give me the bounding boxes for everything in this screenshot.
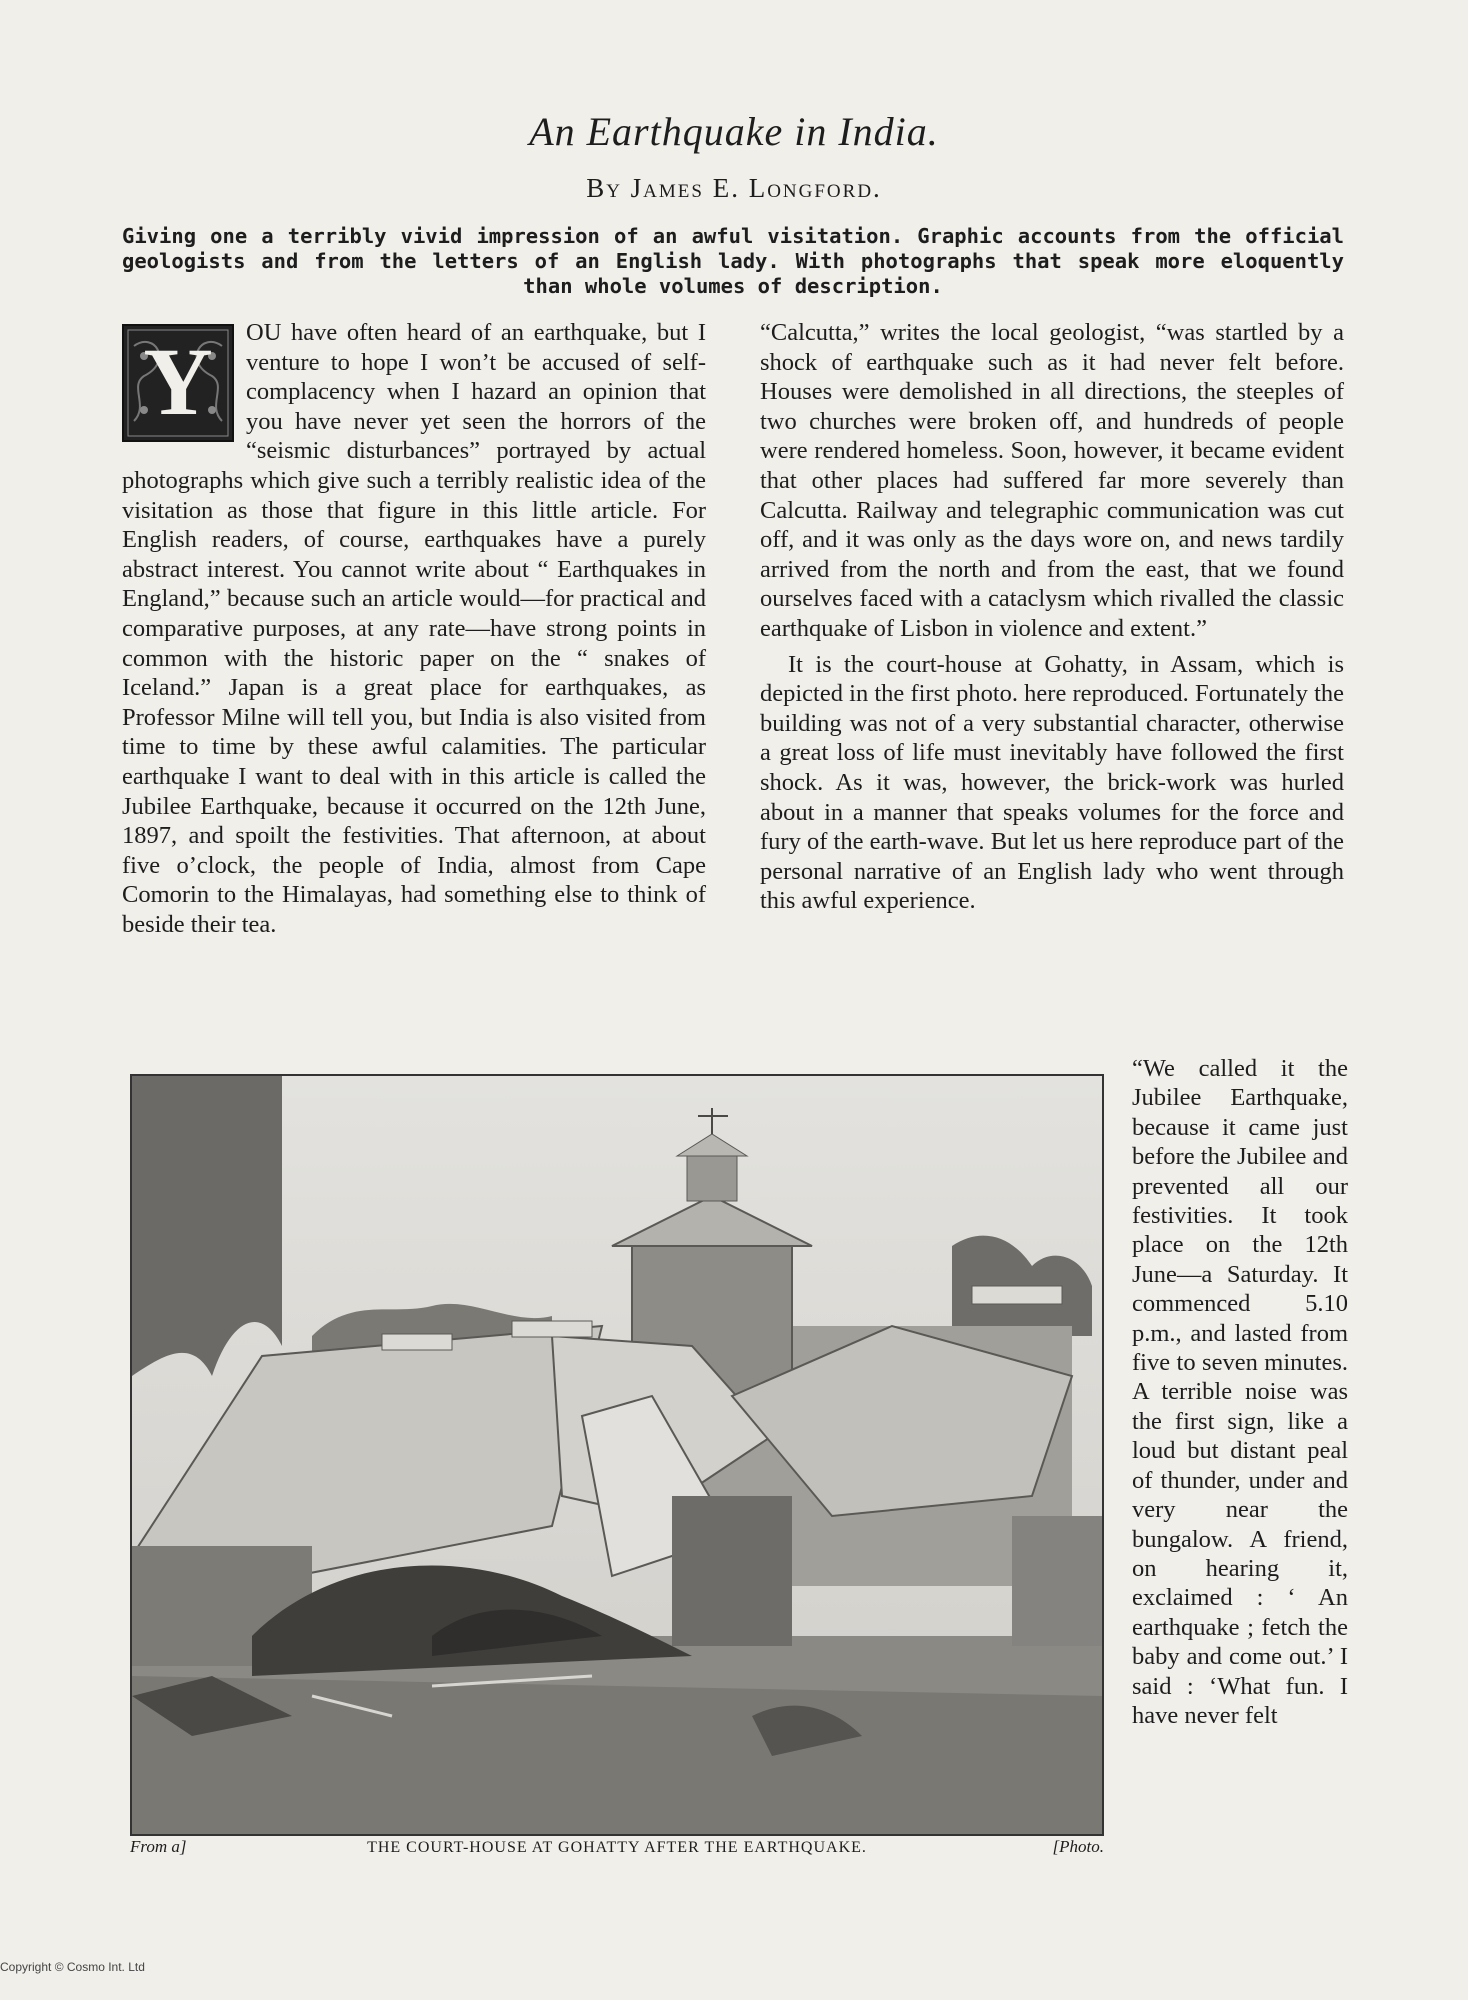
left-column <box>122 318 706 939</box>
caption-source-right: [Photo. <box>1052 1837 1104 1856</box>
right-column <box>760 318 1344 916</box>
caption-source-left: From a] <box>130 1837 187 1856</box>
body-paragraph: “Calcutta,” writes the local geologist, “was startled by a shock of earthquake such as it had never felt before. Houses were demolished in all directions, the steeples of two churches were broken off, and hundreds of people were rendered homeless. Soon, however, it became evident that other places had suffered far more severely than Calcutta. Railway and telegraphic communication was cut off, and it was only as the days wore on, and news tardily arrived from the north and from the east, that we found ourselves faced with a cataclysm which rivalled the classic earthquake of Lisbon in violence and extent.” <box>760 319 1344 642</box>
article-standfirst: Giving one a terribly vivid impression of an awful visitation. Graphic accounts from the official geologists and from the letters of an English lady. With photographs that speak more eloquently than whole volumes of description. <box>122 224 1344 298</box>
narrow-column <box>1132 1054 1348 1730</box>
body-paragraph: It is the court-house at Gohatty, in Assam, which is depicted in the first photo. here reproduced. Fortunately the building was not of a very substantial character, otherwise a great loss of life must inevitably have followed the first shock. As it was, however, the brick-work was hurled about in a manner that speaks volumes for the force and fury of the earth-wave. But let us here reproduce part of the personal narrative of an English lady who went through this awful experience. <box>760 650 1344 915</box>
caption-title: THE COURT-HOUSE AT GOHATTY AFTER THE EARTHQUAKE. <box>367 1839 867 1856</box>
copyright-footer: Copyright © Cosmo Int. Ltd <box>0 1960 145 1974</box>
body-paragraph: “We called it the Jubilee Earthquake, because it came just before the Jubilee and prevented all our festivities. It took place on the 12th June—a Saturday. It commenced 5.10 p.m., and lasted from five to seven minutes. A terrible noise was the first sign, like a loud but distant peal of thunder, under and very near the bungalow. A friend, on hearing it, exclaimed : ‘ An earthquake ; fetch the baby and come out.’ I said : ‘What fun. I have never felt <box>1132 1055 1348 1729</box>
article-title: An Earthquake in India. <box>529 109 939 154</box>
ornamental-dropcap <box>122 324 234 442</box>
collapsed-building-illustration <box>132 1076 1102 1834</box>
dropcap-letter: Y <box>143 328 213 435</box>
article-byline: By James E. Longford. <box>586 173 882 203</box>
body-paragraph: OU have often heard of an earthquake, but I venture to hope I won’t be accused of self-complacency when I hazard an opinion that you have never yet seen the horrors of the “seismic disturbances” portrayed by actual photographs which give such a terribly realistic idea of the visitation as those that figure in this little article. For English readers, of course, earthquakes have a purely abstract interest. You cannot write about “ Earthquakes in England,” because such an article would—for practical and comparative purposes, at any rate—have strong points in common with the historic paper on the “ snakes of Iceland.” Japan is a great place for earthquakes, as Professor Milne will tell you, but India is also visited from time to time by these awful calamities. The particular earthquake I want to deal with in this article is called the Jubilee Earthquake, because it occurred on the 12th June, 1897, and spoilt the festivities. That afternoon, at about five o’clock, the people of India, almost from Cape Comorin to the Himalayas, had something else to think of beside their tea. <box>122 319 706 938</box>
courthouse-photo <box>130 1074 1104 1836</box>
